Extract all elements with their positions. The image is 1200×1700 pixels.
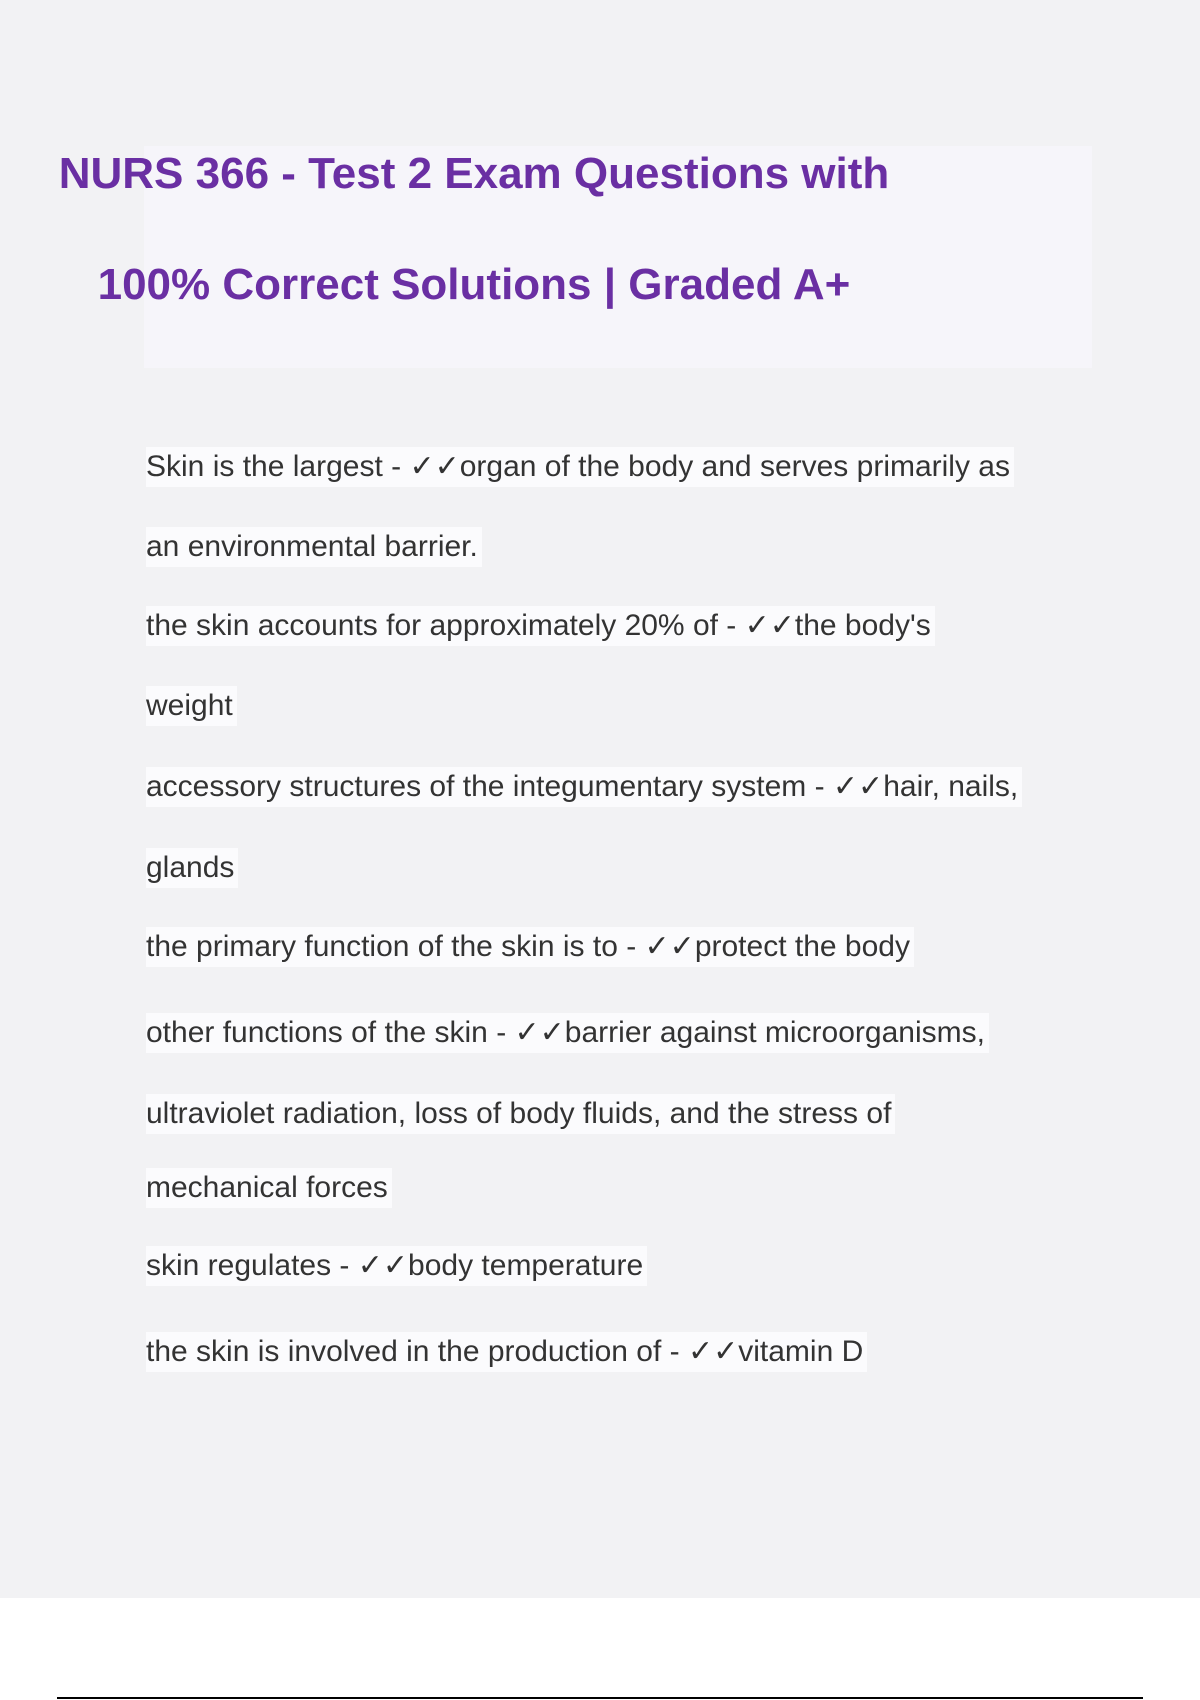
qa-line-3: the skin accounts for approximately 20% of - ✓✓the body's	[146, 606, 935, 646]
qa-line-1: Skin is the largest - ✓✓organ of the body and serves primarily as	[146, 447, 1014, 487]
qa-line-4: weight	[146, 686, 237, 726]
qa-line-2: an environmental barrier.	[146, 527, 482, 567]
qa-line-11: skin regulates - ✓✓body temperature	[146, 1246, 647, 1286]
qa-line-6: glands	[146, 848, 238, 888]
qa-line-10: mechanical forces	[146, 1168, 392, 1208]
document-title-line-2: 100% Correct Solutions | Graded A+	[97, 260, 851, 309]
qa-line-7: the primary function of the skin is to - ✓✓protect the body	[146, 927, 914, 967]
footer-divider	[57, 1697, 1143, 1699]
qa-line-5: accessory structures of the integumentary system - ✓✓hair, nails,	[146, 767, 1022, 807]
qa-line-9: ultraviolet radiation, loss of body fluids, and the stress of	[146, 1094, 895, 1134]
qa-line-12: the skin is involved in the production of - ✓✓vitamin D	[146, 1332, 867, 1372]
qa-line-8: other functions of the skin - ✓✓barrier against microorganisms,	[146, 1013, 989, 1053]
document-title-line-1: NURS 366 - Test 2 Exam Questions with	[58, 149, 890, 198]
